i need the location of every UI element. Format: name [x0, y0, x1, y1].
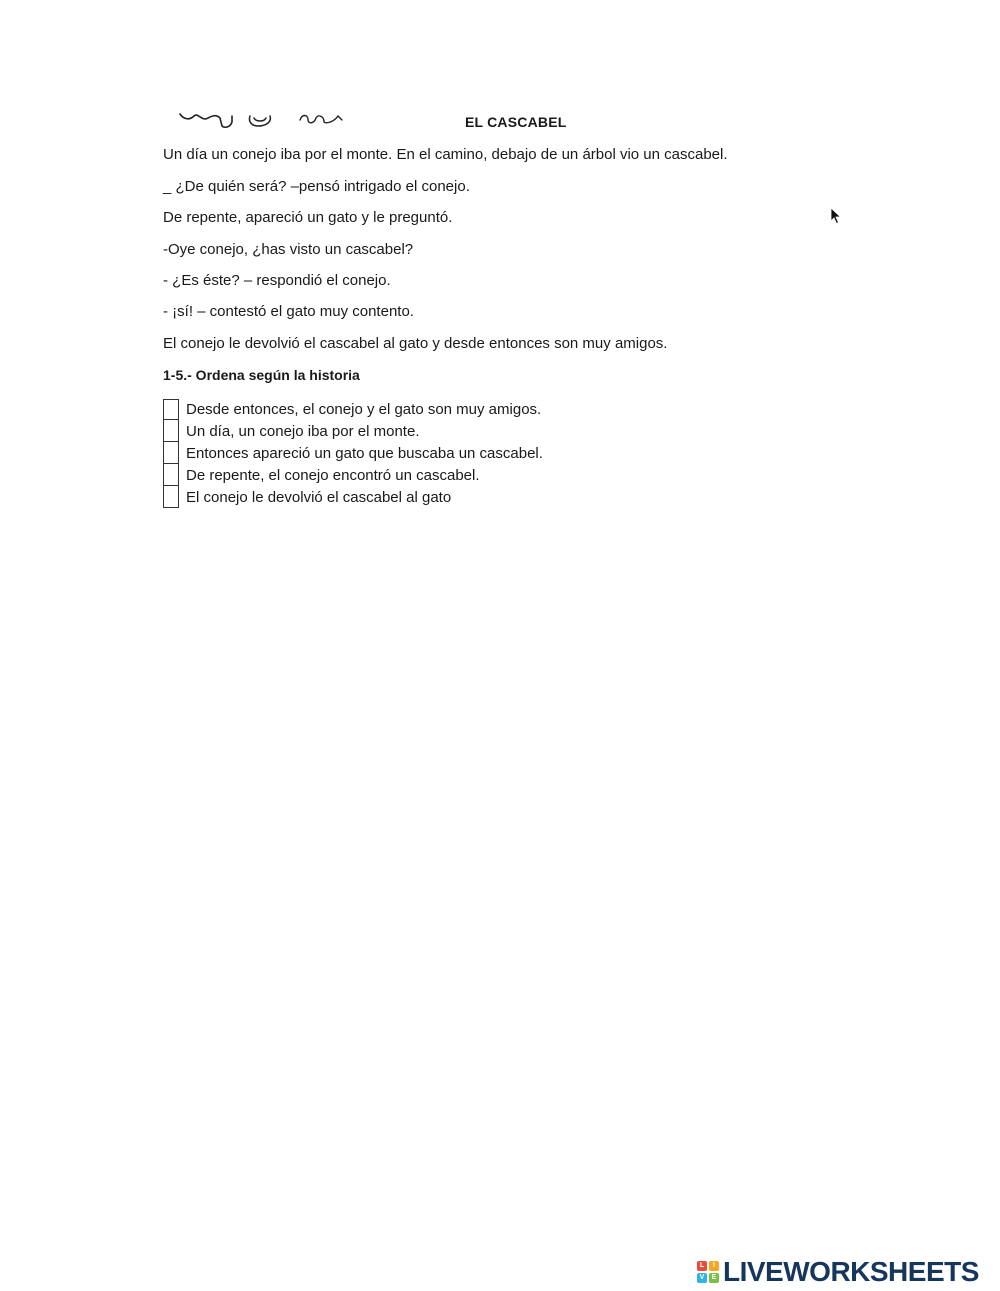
order-item: [163, 442, 543, 464]
logo-block: L: [697, 1261, 707, 1271]
order-item-text: De repente, el conejo encontró un cascabel.: [186, 466, 480, 484]
order-answer-box[interactable]: [163, 399, 179, 420]
task-heading: 1-5.- Ordena según la historia: [163, 367, 360, 383]
order-item: [163, 464, 543, 486]
order-answer-box[interactable]: [163, 442, 179, 464]
order-item-text: El conejo le devolvió el cascabel al gato: [186, 488, 452, 506]
order-item: [163, 420, 543, 442]
order-list: [163, 398, 543, 508]
order-item-text: Entonces apareció un gato que buscaba un cascabel.: [186, 444, 543, 462]
story-line: - ¿Es éste? – respondió el conejo.: [163, 272, 391, 289]
mouse-pointer-icon: [830, 207, 842, 225]
logo-text: LIVEWORKSHEETS: [723, 1256, 979, 1287]
order-item-text: Un día, un conejo iba por el monte.: [186, 422, 420, 440]
logo-block: E: [709, 1273, 719, 1283]
order-answer-box[interactable]: [163, 464, 179, 486]
story-line: _ ¿De quién será? –pensó intrigado el conejo.: [163, 178, 470, 195]
order-item: [163, 486, 543, 508]
story-line: El conejo le devolvió el cascabel al gato y desde entonces son muy amigos.: [163, 335, 668, 352]
story-line: -Oye conejo, ¿has visto un cascabel?: [163, 241, 414, 258]
story-line: De repente, apareció un gato y le preguntó.: [163, 209, 453, 226]
order-item: [163, 398, 543, 420]
order-item-text: Desde entonces, el conejo y el gato son muy amigos.: [186, 400, 542, 418]
order-answer-box[interactable]: [163, 420, 179, 442]
handwritten-scribble: [176, 108, 352, 132]
story-line: - ¡sí! – contestó el gato muy contento.: [163, 303, 414, 320]
logo-block: V: [697, 1273, 707, 1283]
page-title: EL CASCABEL: [465, 114, 567, 130]
liveworksheets-logo: [697, 1256, 979, 1288]
logo-blocks: [697, 1261, 719, 1283]
order-answer-box[interactable]: [163, 486, 179, 508]
logo-block: I: [709, 1261, 719, 1271]
story-line: Un día un conejo iba por el monte. En el camino, debajo de un árbol vio un cascabel.: [163, 146, 728, 163]
